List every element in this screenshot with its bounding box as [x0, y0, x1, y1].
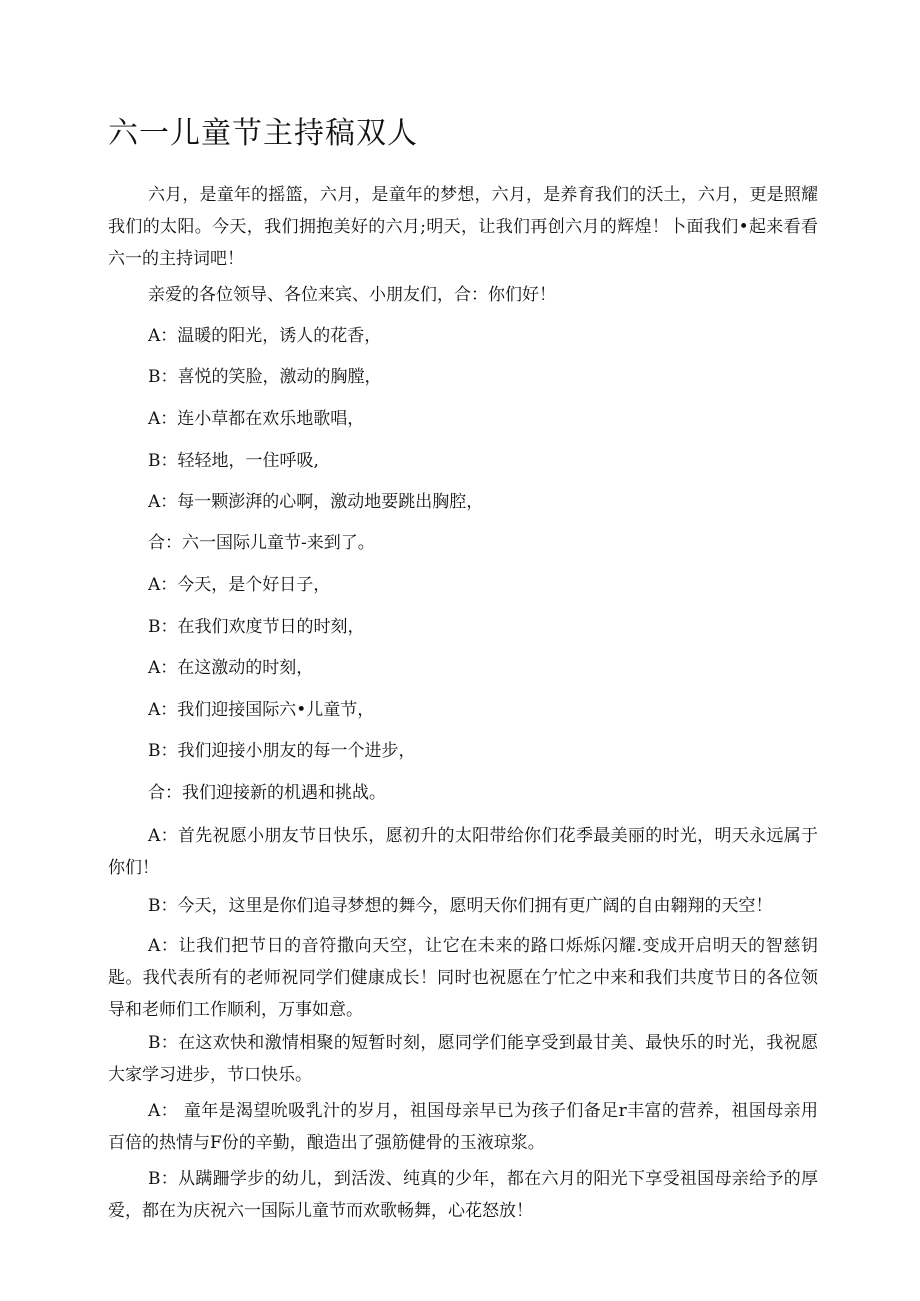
script-paragraph: B：今天，这里是你们追寻梦想的舞今，愿明天你们拥有更广阔的自由翱翔的天空！	[148, 896, 773, 916]
intro-paragraph: 六月，是童年的摇篮，六月，是童年的梦想，六月，是养育我们的沃土，六月，更是照耀我们的太阳。今天，我们拥抱美好的六月;明天，让我们再创六月的辉煌！卜面我们•起来看看六一的主持词吧！	[108, 185, 818, 269]
script-line: 合：我们迎接新的机遇和挑战。	[148, 783, 386, 803]
script-paragraph: B：在这欢快和激情相聚的短暂时刻，愿同学们能享受到最甘美、最快乐的时光，我祝愿大家学习进步，节口快乐。	[108, 1033, 818, 1085]
script-line: A：连小草都在欢乐地歌唱，	[148, 409, 365, 429]
script-paragraph: A：让我们把节日的音符撒向天空，让它在未来的路口烁烁闪耀.变成开启明天的智慈钥匙。我代表所有的老师祝同学们健康成长！同时也祝愿在亇忙之中来和我们共度节日的各位领导和老师们工作顺利，万事如意。	[108, 936, 818, 1020]
script-paragraph: A： 童年是渴望吮吸乳汁的岁月，祖国母亲早已为孩子们备足r丰富的营养，祖国母亲用百倍的热情与F份的辛勤，酿造出了强筋健骨的玉液琼浆。	[108, 1101, 818, 1153]
script-line: A：在这激动的时刻，	[148, 658, 314, 678]
script-line: B：在我们欢度节日的时刻，	[148, 617, 365, 637]
script-line: A：今天，是个好日子，	[148, 575, 331, 595]
script-line: 亲爱的各位领导、各位来宾、小朋友们，合：你们好！	[148, 285, 556, 305]
document-title: 六一儿童节主持稿双人	[108, 116, 418, 151]
script-line: B：轻轻地，一住呼吸,	[148, 451, 319, 471]
script-line: 合：六一国际儿童节-来到了。	[148, 533, 375, 553]
script-paragraph: A：首先祝愿小朋友节日快乐，愿初升的太阳带给你们花季最美丽的时光，明天永远属于你们！	[108, 826, 818, 878]
script-paragraph: B：从蹒跚学步的幼儿，到活泼、纯真的少年，都在六月的阳光下享受祖国母亲给予的厚爱，都在为庆祝六一国际儿童节而欢歌畅舞，心花怒放！	[108, 1169, 818, 1221]
script-line: B：喜悦的笑脸，激动的胸膛，	[148, 367, 382, 387]
script-line: A：温暖的阳光，诱人的花香，	[148, 326, 382, 346]
script-line: B：我们迎接小朋友的每一个进步，	[148, 741, 416, 761]
script-line: A：我们迎接国际六•儿童节，	[148, 700, 375, 720]
script-line: A：每一颗澎湃的心啊，激动地要跳出胸腔，	[148, 492, 484, 512]
